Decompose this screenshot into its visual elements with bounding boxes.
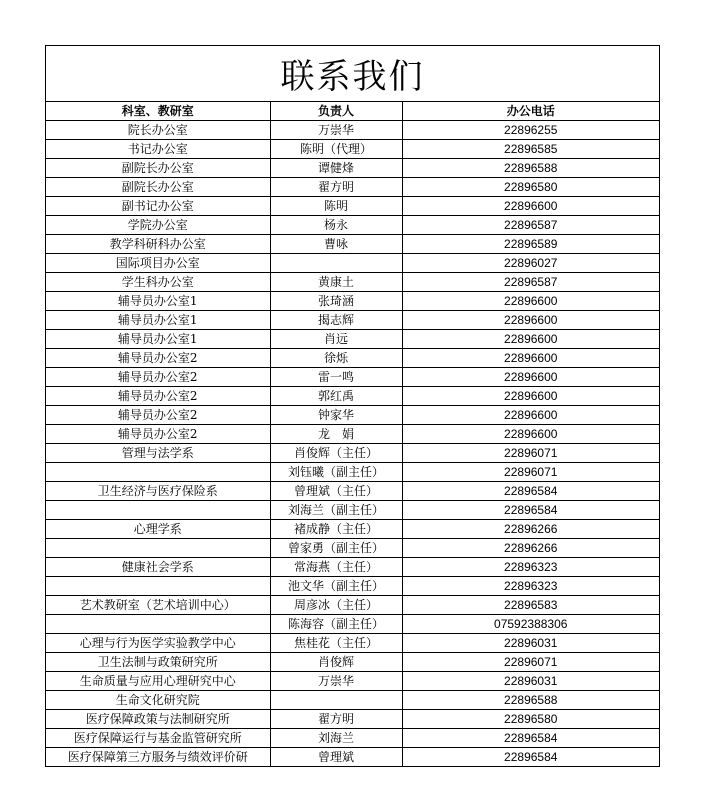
person-cell: 翟方明 bbox=[270, 178, 402, 197]
department-cell: 辅导员办公室2 bbox=[46, 406, 270, 425]
department-cell: 卫生法制与政策研究所 bbox=[46, 653, 270, 672]
table-row bbox=[46, 539, 659, 558]
table-row bbox=[46, 482, 659, 501]
phone-cell: 22896071 bbox=[402, 444, 659, 463]
page-title: 联系我们 bbox=[46, 46, 659, 102]
department-cell: 学生科办公室 bbox=[46, 273, 270, 292]
department-cell: 健康社会学系 bbox=[46, 558, 270, 577]
department-cell: 辅导员办公室1 bbox=[46, 330, 270, 349]
person-cell: 常海燕（主任） bbox=[270, 558, 402, 577]
table-row bbox=[46, 121, 659, 140]
department-cell: 学院办公室 bbox=[46, 216, 270, 235]
person-cell: 郭红禹 bbox=[270, 387, 402, 406]
person-cell: 黄康土 bbox=[270, 273, 402, 292]
phone-cell: 22896587 bbox=[402, 273, 659, 292]
person-cell: 周彦冰（主任） bbox=[270, 596, 402, 615]
phone-cell: 22896588 bbox=[402, 691, 659, 710]
table-row bbox=[46, 558, 659, 577]
header-department: 科室、教研室 bbox=[46, 102, 270, 121]
phone-cell: 22896584 bbox=[402, 748, 659, 767]
person-cell: 陈明（代理） bbox=[270, 140, 402, 159]
department-cell: 院长办公室 bbox=[46, 121, 270, 140]
person-cell: 曾家勇（副主任） bbox=[270, 539, 402, 558]
phone-cell: 22896255 bbox=[402, 121, 659, 140]
table-row bbox=[46, 444, 659, 463]
phone-cell: 22896266 bbox=[402, 520, 659, 539]
phone-cell: 22896580 bbox=[402, 710, 659, 729]
person-cell: 褚成静（主任） bbox=[270, 520, 402, 539]
table-row bbox=[46, 729, 659, 748]
phone-cell: 22896600 bbox=[402, 197, 659, 216]
person-cell: 曾理斌 bbox=[270, 748, 402, 767]
table-row bbox=[46, 311, 659, 330]
person-cell bbox=[270, 691, 402, 710]
phone-cell: 22896585 bbox=[402, 140, 659, 159]
phone-cell: 22896600 bbox=[402, 349, 659, 368]
phone-cell: 22896323 bbox=[402, 577, 659, 596]
phone-cell: 22896580 bbox=[402, 178, 659, 197]
person-cell: 刘海兰（副主任） bbox=[270, 501, 402, 520]
person-cell: 曾理斌（主任） bbox=[270, 482, 402, 501]
department-cell: 辅导员办公室1 bbox=[46, 311, 270, 330]
phone-cell: 22896588 bbox=[402, 159, 659, 178]
department-cell bbox=[46, 615, 270, 634]
phone-cell: 22896071 bbox=[402, 463, 659, 482]
department-cell bbox=[46, 539, 270, 558]
department-cell: 国际项目办公室 bbox=[46, 254, 270, 273]
person-cell: 池文华（副主任） bbox=[270, 577, 402, 596]
person-cell: 刘钰曦（副主任） bbox=[270, 463, 402, 482]
phone-cell: 22896600 bbox=[402, 387, 659, 406]
table-row bbox=[46, 710, 659, 729]
department-cell bbox=[46, 577, 270, 596]
phone-cell: 22896600 bbox=[402, 292, 659, 311]
phone-cell: 22896600 bbox=[402, 368, 659, 387]
table-row bbox=[46, 406, 659, 425]
department-cell: 心理学系 bbox=[46, 520, 270, 539]
phone-cell: 22896031 bbox=[402, 634, 659, 653]
header-person: 负责人 bbox=[270, 102, 402, 121]
department-cell: 副院长办公室 bbox=[46, 178, 270, 197]
phone-cell: 22896584 bbox=[402, 482, 659, 501]
person-cell: 翟方明 bbox=[270, 710, 402, 729]
table-body bbox=[46, 121, 659, 767]
person-cell: 揭志辉 bbox=[270, 311, 402, 330]
table-row bbox=[46, 349, 659, 368]
person-cell: 陈明 bbox=[270, 197, 402, 216]
table-row bbox=[46, 197, 659, 216]
phone-cell: 22896589 bbox=[402, 235, 659, 254]
table-row bbox=[46, 216, 659, 235]
person-cell: 万崇华 bbox=[270, 121, 402, 140]
person-cell: 肖俊辉（主任） bbox=[270, 444, 402, 463]
department-cell: 生命质量与应用心理研究中心 bbox=[46, 672, 270, 691]
person-cell: 万崇华 bbox=[270, 672, 402, 691]
department-cell: 辅导员办公室1 bbox=[46, 292, 270, 311]
phone-cell: 22896600 bbox=[402, 311, 659, 330]
table-row bbox=[46, 254, 659, 273]
table-row bbox=[46, 520, 659, 539]
table-row bbox=[46, 634, 659, 653]
table-row bbox=[46, 140, 659, 159]
person-cell: 肖远 bbox=[270, 330, 402, 349]
phone-cell: 22896584 bbox=[402, 729, 659, 748]
table-row bbox=[46, 368, 659, 387]
department-cell: 辅导员办公室2 bbox=[46, 349, 270, 368]
person-cell: 张琦涵 bbox=[270, 292, 402, 311]
table-row bbox=[46, 501, 659, 520]
person-cell: 刘海兰 bbox=[270, 729, 402, 748]
department-cell bbox=[46, 501, 270, 520]
table-row bbox=[46, 387, 659, 406]
table-row bbox=[46, 425, 659, 444]
department-cell: 辅导员办公室2 bbox=[46, 387, 270, 406]
department-cell: 辅导员办公室2 bbox=[46, 425, 270, 444]
department-cell: 生命文化研究院 bbox=[46, 691, 270, 710]
phone-cell: 22896031 bbox=[402, 672, 659, 691]
table-row bbox=[46, 330, 659, 349]
department-cell: 卫生经济与医疗保险系 bbox=[46, 482, 270, 501]
table-row bbox=[46, 577, 659, 596]
person-cell: 焦桂花（主任） bbox=[270, 634, 402, 653]
phone-cell: 22896600 bbox=[402, 425, 659, 444]
table-row bbox=[46, 235, 659, 254]
department-cell: 医疗保障第三方服务与绩效评价研 bbox=[46, 748, 270, 767]
department-cell: 辅导员办公室2 bbox=[46, 368, 270, 387]
header-phone: 办公电话 bbox=[402, 102, 659, 121]
phone-cell: 22896584 bbox=[402, 501, 659, 520]
person-cell: 雷一鸣 bbox=[270, 368, 402, 387]
person-cell: 徐烁 bbox=[270, 349, 402, 368]
table-row bbox=[46, 691, 659, 710]
contact-table bbox=[46, 102, 659, 766]
table-row bbox=[46, 463, 659, 482]
department-cell bbox=[46, 463, 270, 482]
phone-cell: 22896583 bbox=[402, 596, 659, 615]
department-cell: 副书记办公室 bbox=[46, 197, 270, 216]
phone-cell: 22896266 bbox=[402, 539, 659, 558]
phone-cell: 07592388306 bbox=[402, 615, 659, 634]
table-row bbox=[46, 178, 659, 197]
table-row bbox=[46, 159, 659, 178]
department-cell: 书记办公室 bbox=[46, 140, 270, 159]
person-cell bbox=[270, 254, 402, 273]
person-cell: 钟家华 bbox=[270, 406, 402, 425]
person-cell: 龙 娟 bbox=[270, 425, 402, 444]
person-cell: 肖俊辉 bbox=[270, 653, 402, 672]
department-cell: 管理与法学系 bbox=[46, 444, 270, 463]
person-cell: 曹咏 bbox=[270, 235, 402, 254]
phone-cell: 22896027 bbox=[402, 254, 659, 273]
table-row bbox=[46, 596, 659, 615]
phone-cell: 22896600 bbox=[402, 330, 659, 349]
department-cell: 艺术教研室（艺术培训中心） bbox=[46, 596, 270, 615]
table-row bbox=[46, 653, 659, 672]
table-row bbox=[46, 748, 659, 767]
department-cell: 教学科研科办公室 bbox=[46, 235, 270, 254]
contact-sheet bbox=[45, 45, 660, 767]
person-cell: 陈海容（副主任） bbox=[270, 615, 402, 634]
phone-cell: 22896600 bbox=[402, 406, 659, 425]
person-cell: 杨永 bbox=[270, 216, 402, 235]
department-cell: 医疗保障运行与基金监管研究所 bbox=[46, 729, 270, 748]
phone-cell: 22896587 bbox=[402, 216, 659, 235]
table-row bbox=[46, 615, 659, 634]
table-row bbox=[46, 292, 659, 311]
header-row bbox=[46, 102, 659, 121]
department-cell: 心理与行为医学实验教学中心 bbox=[46, 634, 270, 653]
phone-cell: 22896071 bbox=[402, 653, 659, 672]
department-cell: 副院长办公室 bbox=[46, 159, 270, 178]
table-row bbox=[46, 273, 659, 292]
department-cell: 医疗保障政策与法制研究所 bbox=[46, 710, 270, 729]
table-row bbox=[46, 672, 659, 691]
person-cell: 谭健烽 bbox=[270, 159, 402, 178]
phone-cell: 22896323 bbox=[402, 558, 659, 577]
